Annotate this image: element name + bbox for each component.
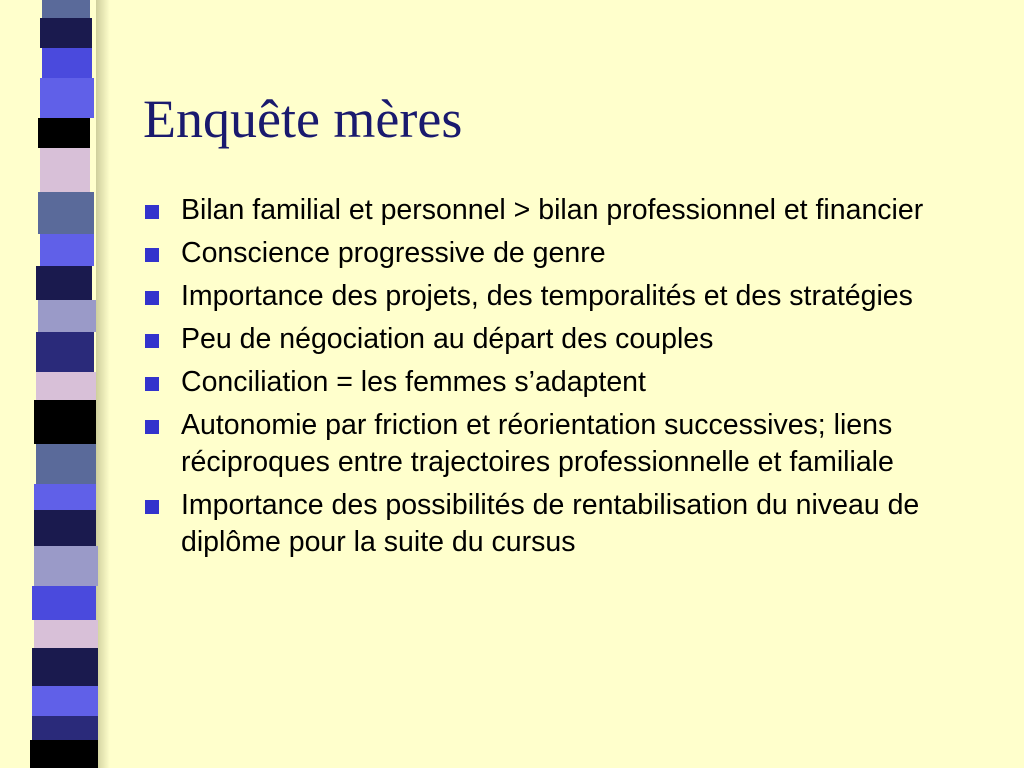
- bullet-text: Importance des projets, des temporalités et des stratégies: [181, 280, 913, 312]
- bullet-text: Conciliation = les femmes s’adaptent: [181, 366, 646, 398]
- bullet-item: [145, 321, 995, 358]
- stripe-block: [34, 620, 98, 648]
- stripe-block: [38, 300, 96, 332]
- bullet-text: Autonomie par friction et réorientation successives; liens réciproques entre trajectoires professionnelle et familiale: [181, 409, 894, 478]
- stripe-block: [40, 18, 92, 48]
- bullet-square-icon: [145, 420, 159, 434]
- bullet-text: Bilan familial et personnel > bilan professionnel et financier: [181, 194, 924, 226]
- bullet-item: [145, 407, 995, 481]
- bullet-square-icon: [145, 248, 159, 262]
- stripe-block: [38, 192, 94, 234]
- stripe-block: [32, 648, 98, 686]
- stripe-block: [38, 118, 90, 148]
- bullet-text: Importance des possibilités de rentabilisation du niveau de diplôme pour la suite du cursus: [181, 489, 920, 558]
- stripe-block: [32, 716, 98, 740]
- bullet-square-icon: [145, 500, 159, 514]
- bullet-list: [145, 192, 995, 567]
- bullet-square-icon: [145, 334, 159, 348]
- stripe-block: [36, 372, 96, 400]
- stripe-block: [42, 48, 92, 78]
- bullet-item: [145, 278, 995, 315]
- stripe-block: [36, 444, 96, 484]
- decorative-stripe: [0, 0, 110, 768]
- bullet-item: [145, 364, 995, 401]
- stripe-block: [32, 586, 96, 620]
- stripe-block: [34, 510, 96, 546]
- bullet-square-icon: [145, 205, 159, 219]
- slide-title: Enquête mères: [143, 89, 463, 149]
- bullet-square-icon: [145, 291, 159, 305]
- stripe-block: [40, 148, 90, 192]
- stripe-block: [36, 332, 94, 372]
- stripe-block: [34, 484, 96, 510]
- stripe-block: [34, 546, 98, 586]
- stripe-block: [42, 0, 90, 18]
- bullet-square-icon: [145, 377, 159, 391]
- bullet-text: Conscience progressive de genre: [181, 237, 606, 269]
- bullet-item: [145, 235, 995, 272]
- stripe-block: [32, 686, 98, 716]
- bullet-item: [145, 192, 995, 229]
- stripe-block: [34, 400, 96, 444]
- bullet-text: Peu de négociation au départ des couples: [181, 323, 714, 355]
- stripe-block: [40, 78, 94, 118]
- stripe-block: [36, 266, 92, 300]
- stripe-block: [40, 234, 94, 266]
- stripe-block: [30, 740, 98, 768]
- bullet-item: [145, 487, 995, 561]
